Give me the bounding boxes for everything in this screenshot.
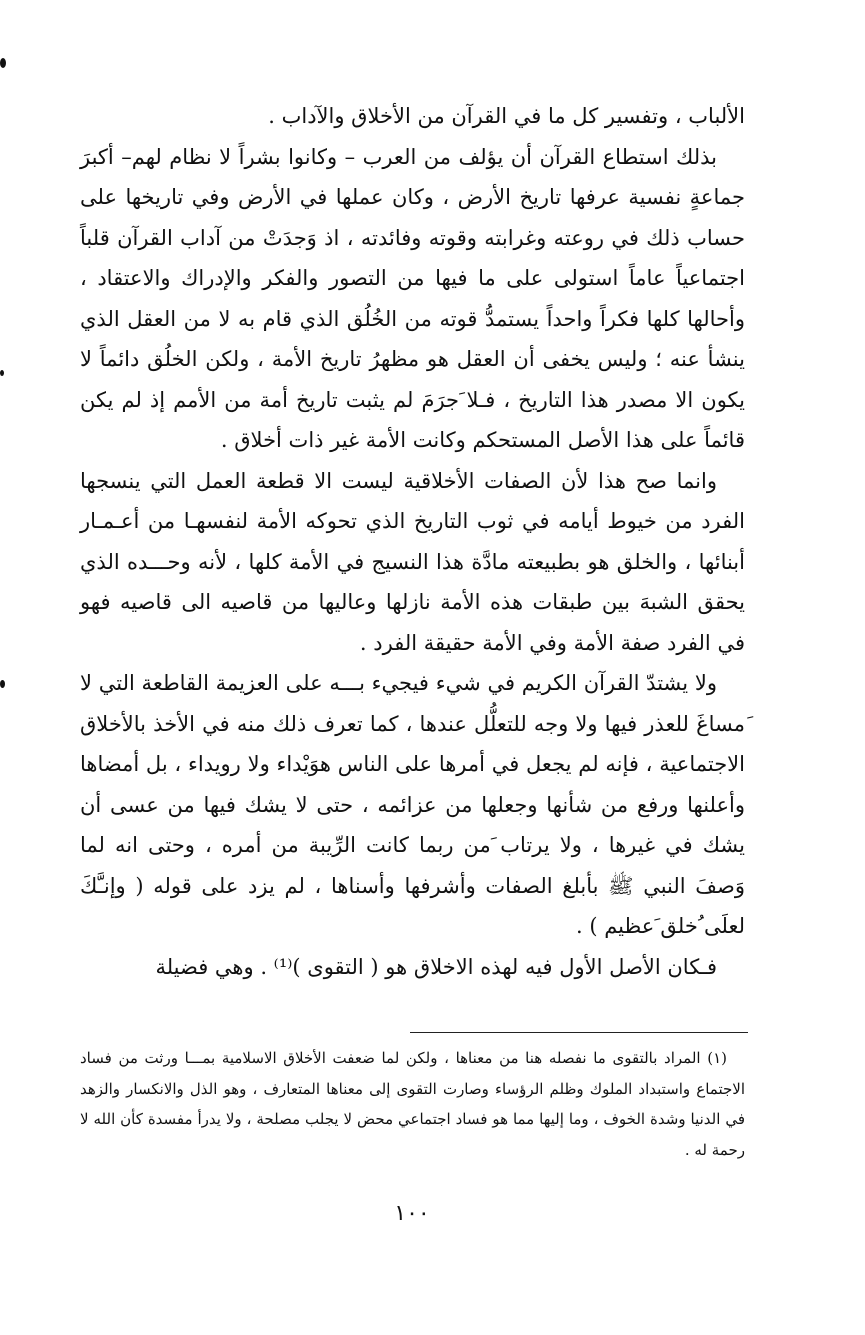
paragraph-continuation: الألباب ، وتفسير كل ما في القرآن من الأخلاق والآداب . bbox=[268, 104, 745, 128]
scan-artifact-dot bbox=[0, 370, 4, 376]
scan-artifact-dot bbox=[0, 58, 6, 68]
paragraph-moral-qualities: وانما صح هذا لأن الصفات الأخلاقية ليست الا قطعة العمل التي ينسجها الفرد من خيوط أيامه في ثوب التاريخ الذي تحوكه الأمة لنفسهـا من أعـمـار أبنائها ، والخلق هو بطبيعته مادَّة هذا النسيج في الأمة كلها ، لأنه وحـــده الذي يحقق الشبهَ بين طبقات هذه الأمة نازلها وعاليها من قاصيه الى قاصيه فهو في الفرد صفة الأمة وفي الأمة حقيقة الفرد . bbox=[80, 468, 745, 655]
paragraph-quran-community: بذلك استطاع القرآن أن يؤلف من العرب – وكانوا بشراً لا نظام لهم– أكبرَ جماعةٍ نفسية عرفها تاريخ الأرض ، وكان عملها في الأرض وفي تاريخها على حساب ذلك في روعته وغرابته وقوته وفائدته ، اذ وَجدَتْ من آداب القرآن قلباً اجتماعياً عاماً استولى على ما فيها من التصور والفكر والإدراك والاعتقاد ، وأحالها كلها فكراً واحداً يستمدُّ قوته من الخُلُق الذي قام به لا من العقل الذي ينشأ عنه ؛ وليس يخفى أن العقل هو مظهرُ تاريخ الأمة ، ولكن الخلُق دائماً لا يكون الا مصدر هذا التاريخ ، فـلا َجرَمَ لم يثبت تاريخ أمة من الأمم إذ لم يكن قائماً على هذا الأصل المستحكم وكانت الأمة غير ذات أخلاق . bbox=[80, 144, 745, 452]
main-text-body bbox=[80, 96, 745, 987]
page-number: ١٠٠ bbox=[394, 1201, 430, 1226]
paragraph-social-ethics: ولا يشتدّ القرآن الكريم في شيء فيجيء بـــه على العزيمة القاطعة التي لا َمساغَ للعذر فيها ولا وجه للتعلُّل عندها ، كما تعرف ذلك منه في الأخذ بالأخلاق الاجتماعية ، فإنه لم يجعل في أمرها على الناس هوَيْداء ولا رويداء ، بل أمضاها وأعلنها ورفع من شأنها وجعلها من عزائمه ، حتى لا يشك فيها من عسى أن يشك في غيرها ، ولا يرتاب َمن ربما كانت الرِّيبة من أمره ، وحتى انه لما وَصفَ النبي ﷺ بأبلغ الصفات وأشرفها وأسناها ، لم يزد على قوله ( وإنـَّكَ لعلَى ُخلق َعظيم ) . bbox=[80, 671, 745, 938]
paragraph-taqwa: فـكان الأصل الأول فيه لهذه الاخلاق هو ( التقوى )⁽¹⁾ . وهي فضيلة bbox=[155, 954, 717, 979]
footnote-text: (١) المراد بالتقوى ما نفصله هنا من معناها ، ولكن لما ضعفت الأخلاق الاسلامية بمـــا ورثت من فساد الاجتماع واستبداد الملوك وظلم الرؤساء وصارت التقوى إلى معناها المتعارف ، وهو الذل والانكسار والزهد في الدنيا وشدة الخوف ، وما إليها مما هو فساد اجتماعي محض لا يجلب مصلحة ، ولا يدرأ مفسدة كأن الله لا رحمة له . bbox=[80, 1049, 745, 1159]
scan-artifact-dot bbox=[0, 680, 5, 688]
footnote-section bbox=[80, 1043, 745, 1165]
footnote-divider bbox=[410, 1032, 748, 1033]
